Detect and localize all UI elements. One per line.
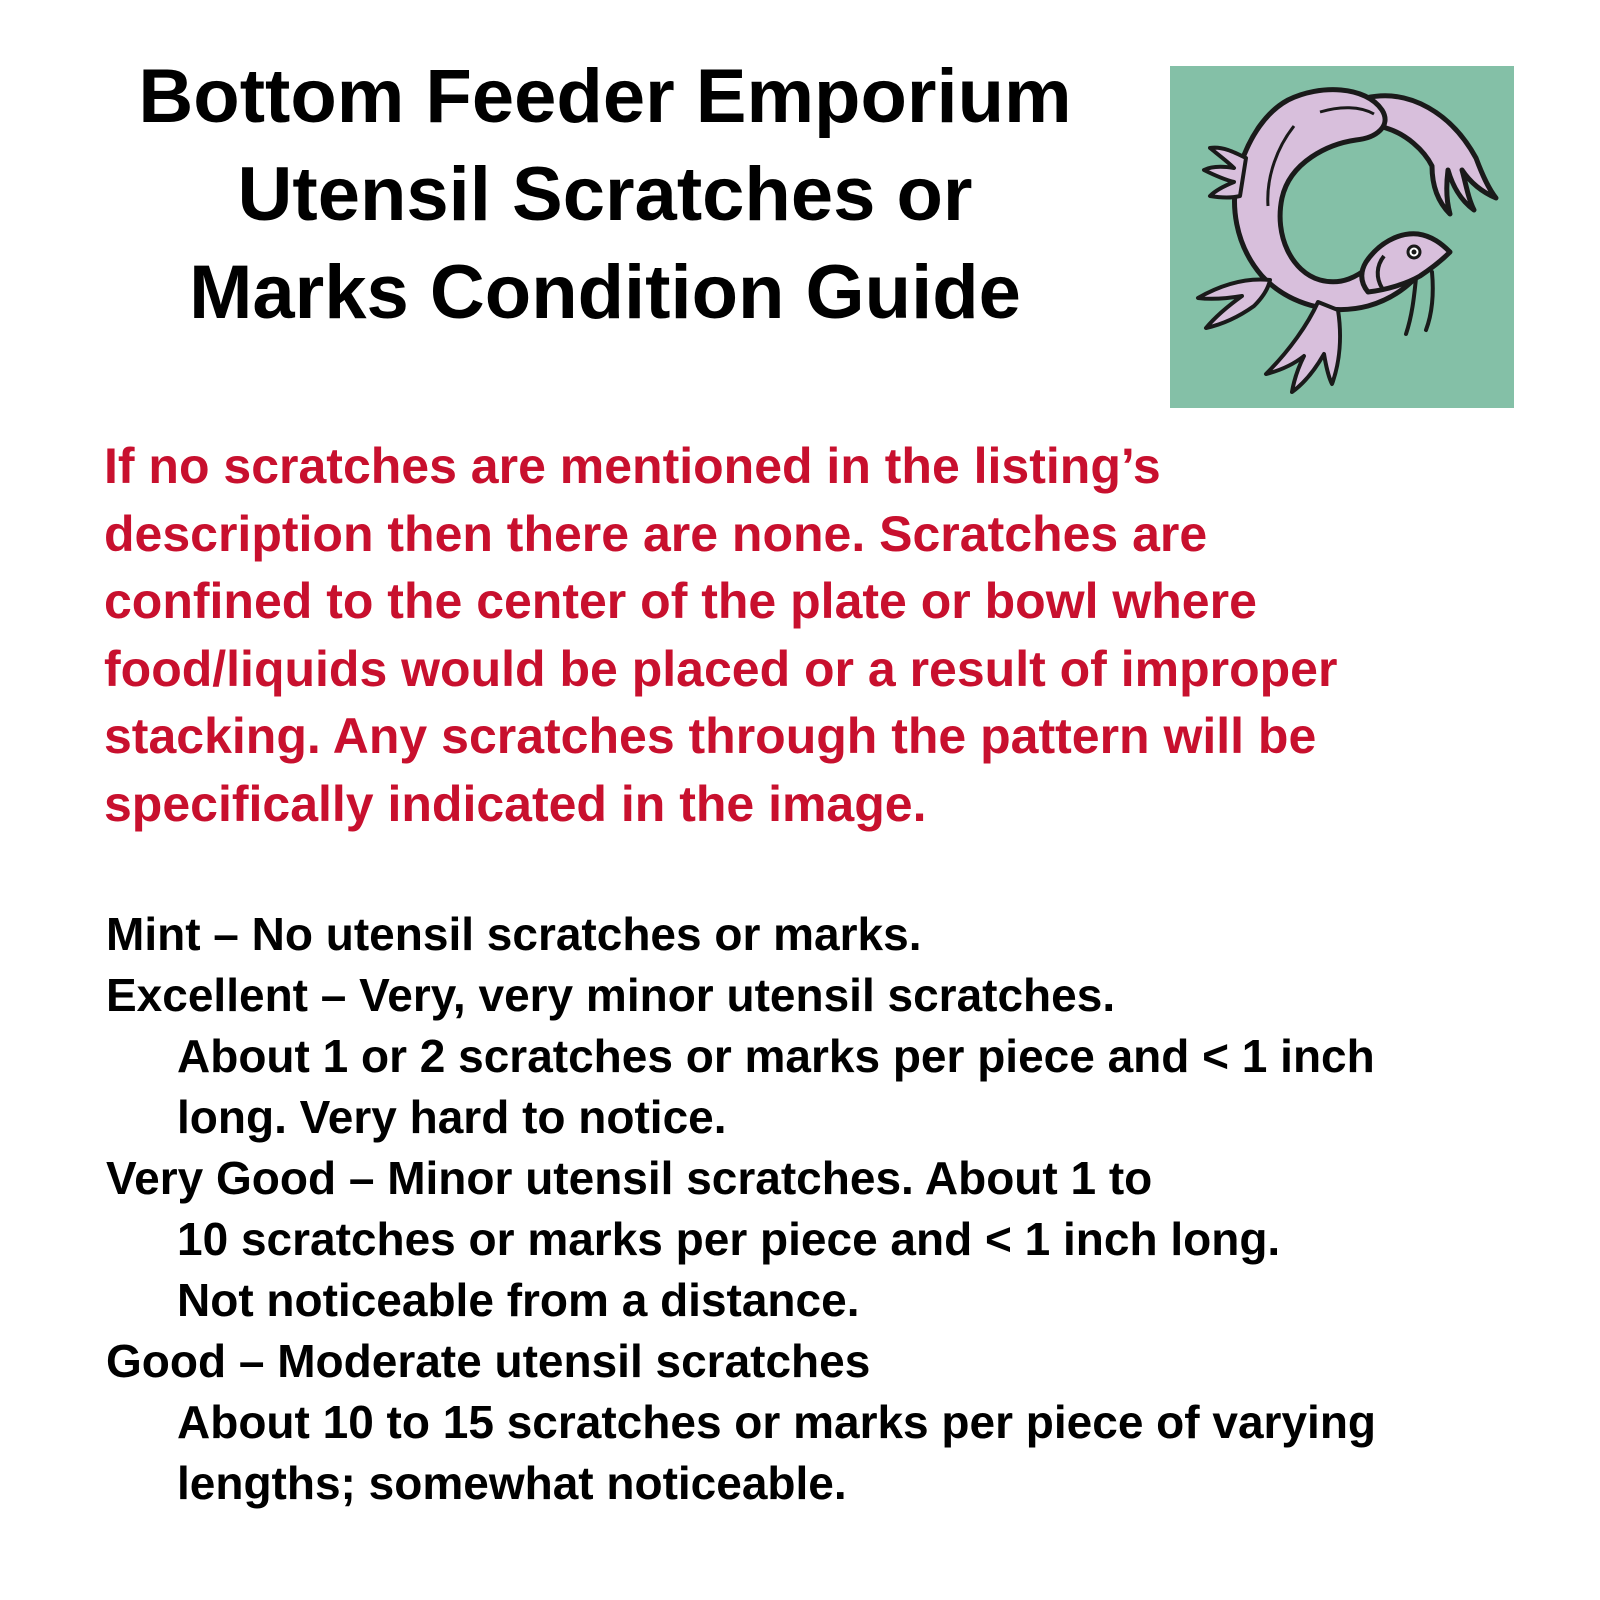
notice-line: specifically indicated in the image. xyxy=(104,775,927,832)
grade-good: Good – Moderate utensil scratches xyxy=(106,1335,871,1387)
scratch-notice xyxy=(104,433,1564,838)
grade-good-detail: About 10 to 15 scratches or marks per piece of varying xyxy=(177,1396,1377,1448)
grade-excellent-detail: long. Very hard to notice. xyxy=(177,1091,727,1143)
title-line-3: Marks Condition Guide xyxy=(189,250,1021,335)
fish-logo-icon xyxy=(1170,66,1514,408)
condition-grades-list xyxy=(106,904,1576,1514)
notice-line: stacking. Any scratches through the pattern will be xyxy=(104,708,1317,764)
fish-whisker xyxy=(1426,272,1433,330)
grade-very-good-detail: Not noticeable from a distance. xyxy=(177,1274,860,1326)
page-title xyxy=(70,48,1140,342)
fish-pectoral-fin xyxy=(1198,280,1270,328)
notice-line: If no scratches are mentioned in the listing’s xyxy=(104,438,1161,494)
fish-illustration xyxy=(1170,66,1514,408)
notice-line: food/liquids would be placed or a result of improper xyxy=(104,640,1338,697)
fish-head xyxy=(1362,234,1450,292)
grade-good-detail: lengths; somewhat noticeable. xyxy=(177,1457,847,1509)
grade-excellent: Excellent – Very, very minor utensil scratches. xyxy=(106,969,1116,1021)
title-line-1: Bottom Feeder Emporium xyxy=(138,54,1072,139)
grade-mint: Mint – No utensil scratches or marks. xyxy=(106,908,922,960)
notice-line: description then there are none. Scratches are xyxy=(104,505,1208,562)
title-line-2: Utensil Scratches or xyxy=(237,152,973,237)
grade-very-good-detail: 10 scratches or marks per piece and < 1 inch long. xyxy=(177,1213,1281,1265)
grade-excellent-detail: About 1 or 2 scratches or marks per piece and < 1 inch xyxy=(177,1030,1375,1082)
notice-line: confined to the center of the plate or bowl where xyxy=(104,573,1257,629)
fish-ventral-fin xyxy=(1266,302,1340,392)
fish-dorsal-fin xyxy=(1204,148,1246,198)
grade-very-good: Very Good – Minor utensil scratches. About 1 to xyxy=(106,1152,1153,1204)
